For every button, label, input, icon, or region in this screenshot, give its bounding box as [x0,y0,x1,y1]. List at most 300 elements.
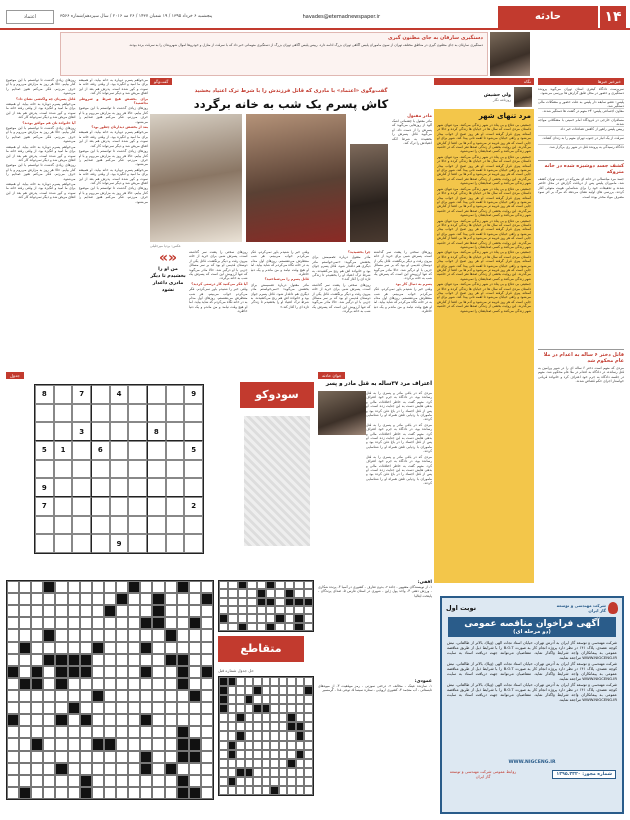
sudoku-cell: 2 [184,497,203,516]
crossword-cell [116,714,128,726]
crossword-cell [270,731,279,740]
crossword-cell [304,759,313,768]
crossword-cell [189,702,201,714]
story3-title: قاتل دختر ۶ ساله به اعدام در ملا عام محکوم شد [543,352,624,364]
ad-footer [442,765,622,783]
crossword-cell [92,678,104,690]
crossword-cell [262,750,271,759]
far-left-subhead: برای بخشش هیچ شرط و شروطی نداشتید؟ [78,96,148,106]
crossword-cell [228,581,237,589]
crossword-cell [92,775,104,787]
crossword-cell [104,666,116,678]
crossword-cell [270,695,279,704]
crossword-cell [116,617,128,629]
crossword-cell [262,777,271,786]
crossword-cell [253,686,262,695]
crossword-cell [128,763,140,775]
crossword-cell [189,751,201,763]
puzzle-tag: جدول [6,372,24,379]
sudoku-cell [147,385,166,404]
crossword-cell [270,677,279,686]
feature-col [189,250,248,368]
crossword-cell [304,695,313,704]
crossword-cell [228,741,237,750]
crossword-cell [285,606,294,614]
newspaper-logo: اعتماد [6,10,54,24]
feature-photos [150,114,432,242]
feature-paragraph: وقتی خبر را شنیدم باور نمی‌کردم. فکر می‌کردم خواب می‌بینم. هر شب منتظرش می‌نشستم. روزهای اول مدام به در خانه نگاه می‌کردم که شاید بیاید. اما او هیچ وقت نیامد و من ماندم و یک دنیا خاطره. [373,287,432,314]
crossword-cell [287,713,296,722]
crossword-cell [128,726,140,738]
crossword-cell [245,768,254,777]
mother-sidebar [392,114,432,242]
crossword-cell [80,787,92,799]
horizontal-title: افقی: [417,580,432,585]
crossword-cell [19,751,31,763]
crossword-cell [285,598,294,606]
crossword-cell [104,605,116,617]
sudoku-cell [166,460,185,479]
crossword-cell [296,686,305,695]
sudoku-cell [166,516,185,535]
crossword-cell [228,722,237,731]
crossword-cell [68,714,80,726]
ad-paragraph: شرکت مهندسی و توسعه گاز ایران به آدرس تهران، خیابان استاد نجات الهی (ویلا)، بالاتر از طالقانی، نبش کوچه عضدی، پلاک ۱۴۱ در نظر دارد پروژه انجام کار به صورت B.O.T را با شرایط ذیل از طریق مناقصه عمومی به پیمانکاران واجد شرایط واگذار نماید. متقاضیان می‌توانند جهت دریافت اسناد به سایت WWW.NIGCENG.IR مراجعه نمایند. [447,661,617,681]
crossword-cell [238,614,247,622]
crossword-cell [165,654,177,666]
crossword-cell [152,642,164,654]
crossword-cell [201,690,213,702]
crossword-cell [245,777,254,786]
crossword-cell [140,581,152,593]
crossword-cell [228,731,237,740]
feature-paragraph: روزهای سختی را پشت سر گذاشته است. پسرش شبی برای خرید از خانه بیرون رفت و دیگر برنگشت. قاتل یکی از دوستان قدیمی او بود که بر سر مسائل جزیی با او درگیر شد. حالا مادر می‌گوید که تنها آرزویش این است که پسرش یک شب به خانه برگردد. [312,282,371,314]
sudoku-cell [91,497,110,516]
sudoku-cell [54,460,73,479]
crossword-cell [7,666,19,678]
crossword-cell [165,714,177,726]
crossword-cell [189,666,201,678]
crossword-cell [189,642,201,654]
crossword-cell [189,738,201,750]
crossword-cell [68,629,80,641]
crossword-cell [253,731,262,740]
crossword-cell [294,581,303,589]
sudoku-cell [72,516,91,535]
crossword-cell [189,581,201,593]
crossword-cell [189,678,201,690]
commentary-paragraph: جمعیتی بی دفاع و بی پناه در شهر زندگی می‌کنند. مرد تنهای شهر داستان مردی است که سال ها در خیابان ها زندگی کرده و حالا در آستانه پیری قرار گرفته است. او هر روز صبح از خواب بیدار می‌شود و راهی خیابان می‌شود تا لقمه نانی پیدا کند. شهر برای او جایی است که هر روز غریبه تر می‌شود و آدم ها بی اعتنا از کنارش می‌گذرند. این روایت بخشی از زندگی صدها نفر است که در حاشیه شهر زندگی می‌کنند و کسی صدایشان را نمی‌شنود. [437,218,531,249]
crossword-cell [219,786,228,795]
crossword-cell [219,598,228,606]
crossword-cell [68,738,80,750]
crossword-cell [31,605,43,617]
crossword-cell [43,751,55,763]
crossword-cell [287,704,296,713]
solution-title: حل جدول شماره قبل [218,668,254,673]
crossword-cell [80,629,92,641]
crossword-cell [266,598,275,606]
crossword-cell [275,589,284,597]
crossword-cell [116,726,128,738]
sudoku-cell [166,534,185,553]
crossword-cell [253,722,262,731]
crossword-cell [285,623,294,631]
far-left-paragraph: روزهای زیادی گذشت تا توانستم با این موضوع کنار بیایم. حالا هر روز به مزارش می‌روم و با او حرف می‌زنم. فکر می‌کنم هنوز صدایم را می‌شنود. [6,163,76,181]
crossword-cell [245,677,254,686]
crossword-cell [7,605,19,617]
sudoku-cell [54,478,73,497]
news-tag: خبرخبر خبرها [538,78,624,85]
story2-title: کشف جسد دوشیزه شده در خانه متروکه [544,163,624,175]
sudoku-cell [147,441,166,460]
news-item: سرپرست دادگاه کیفری استان تهران می‌گوید پرونده دستگیری و حضور در محل طبق گزارش ها بررسی می‌شود. [538,87,624,100]
crossword-cell [55,581,67,593]
crossword-cell [68,751,80,763]
crossword-cell [19,714,31,726]
pull-quote [150,250,186,368]
crossword-cell [219,750,228,759]
news-item: سرقت از یک انبار در جنوب تهران متهم را به زندان کشاند. [538,136,624,145]
crossword-cell [7,787,19,799]
dateline: پنجشنبه ۶ خرداد ۱۳۹۵ / ۱۹ شعبان ۱۴۳۷ / ۲۶ مه ۲۰۱۶ / سال سیزدهم/شماره ۳۵۶۶ [60,14,213,19]
crossword-cell [201,763,213,775]
crossword-cell [201,787,213,799]
crossword-cell [219,695,228,704]
crossword-cell [201,642,213,654]
crossword-cell [262,759,271,768]
crossword-cell [19,738,31,750]
crossword-cell [219,713,228,722]
crossword-cell [296,713,305,722]
crossword-cell [201,775,213,787]
crossword-cell [219,606,228,614]
crossword-cell [201,593,213,605]
crossword-cell [92,581,104,593]
crossword-cell [253,750,262,759]
crossword-cell [152,654,164,666]
crossword-cell [228,598,237,606]
ad-company-logo [556,602,618,614]
crossword-cell [80,751,92,763]
sudoku-cell [54,422,73,441]
crossword-cell [43,763,55,775]
crossword-cell [228,777,237,786]
crossword-cell [31,702,43,714]
sudoku-cell [128,534,147,553]
sudoku-cell [128,516,147,535]
confession-body [366,391,432,541]
crossword-cell [55,763,67,775]
crossword-cell [219,614,228,622]
sudoku-cell [166,441,185,460]
far-left-paragraph: روزهای زیادی گذشت تا توانستم با این موضوع کنار بیایم. حالا هر روز به مزارش می‌روم و با او حرف می‌زنم. فکر می‌کنم هنوز صدایم را می‌شنود. [78,106,148,124]
crossword-cell [201,738,213,750]
crossword-cell [7,775,19,787]
crossword-cell [177,738,189,750]
crossword-cell [247,623,256,631]
crossword-cell [177,581,189,593]
crossword-cell [247,581,256,589]
crossword-cell [80,593,92,605]
crossword-cell [55,593,67,605]
ad-paragraph: شرکت مهندسی و توسعه گاز ایران به آدرس تهران، خیابان استاد نجات الهی (ویلا)، بالاتر از طالقانی، نبش کوچه عضدی، پلاک ۱۴۱ در نظر دارد پروژه انجام کار به صورت B.O.T را با شرایط ذیل از طریق مناقصه عمومی به پیمانکاران واجد شرایط واگذار نماید. متقاضیان می‌توانند جهت دریافت اسناد به سایت WWW.NIGCENG.IR مراجعه نمایند. [447,640,617,660]
crossword-cell [7,629,19,641]
crossword-cell [55,775,67,787]
crossword-cell [7,642,19,654]
crossword-cell [236,768,245,777]
crossword-cell [116,738,128,750]
crossword-cell [128,617,140,629]
crossword-cell [128,666,140,678]
sudoku-cell [110,497,129,516]
crossword-cell [245,713,254,722]
crossword-cell [7,593,19,605]
crossword-cell [296,731,305,740]
crossword-cell [304,614,313,622]
crossword-cell [253,695,262,704]
crossword-cell [152,787,164,799]
crossword-cell [253,713,262,722]
far-left-paragraph: می‌خواهم پسرم دوباره به خانه بیاید. او همیشه برای ما امید و انگیزه بود. از وقتی رفته خانه ما سوت و کور شده است. پدرش هم بعد از این اتفاق مریض شد و دیگر نمی‌تواند کار کند. [6,102,76,120]
news-item: پلیس: عضو سابقه دار پلیس به علت حضور و مشکلات مالی دستگیر شد. [538,100,624,109]
crossword-cell [266,614,275,622]
crossword-cell [165,605,177,617]
crossword-cell [7,702,19,714]
news-item: مسافران خارجی در فرودگاه امام خمینی با مشکلاتی مواجه شدند. [538,118,624,127]
crossword-cell [68,666,80,678]
sudoku-cell [91,460,110,479]
crossword-cell [296,777,305,786]
crossword-cell [270,759,279,768]
crossword-cell [19,787,31,799]
sudoku-title: سودوکو [240,382,314,408]
crossword-cell [304,722,313,731]
crossword-cell [80,678,92,690]
feature-subhead: قاتل پسرم را می‌شناختید؟ [264,277,309,282]
crossword-cell [287,677,296,686]
crossword-section [6,580,432,814]
crossword-cell [104,751,116,763]
crossword-cell [257,614,266,622]
crossword-cell [201,617,213,629]
crossword-cell [140,654,152,666]
crossword-cell [140,775,152,787]
sudoku-cell [35,460,54,479]
confession-paragraph: مردی که در باغی مادر و پسری را به قتل رسانده بود، در دادگاه به جرم خود اعتراف کرد. متهم گفت به خاطر اختلافات مالی و بدهی هایش دست به این جنایت زده است. او پس از قتل اجساد را در باغ دفن کرده بود و ماموران با ردیابی تلفن همراه او را شناسایی کردند. [366,454,432,486]
tender-ad [440,596,624,814]
crossword-cell [92,666,104,678]
crossword-cell [177,654,189,666]
crossword-cell [43,738,55,750]
crossword-cell [177,642,189,654]
sudoku-cell [128,478,147,497]
crossword-cell [152,581,164,593]
ad-paragraph: شرکت مهندسی و توسعه گاز ایران به آدرس تهران، خیابان استاد نجات الهی (ویلا)، بالاتر از طالقانی، نبش کوچه عضدی، پلاک ۱۴۱ در نظر دارد پروژه انجام کار به صورت B.O.T را با شرایط ذیل از طریق مناقصه عمومی به پیمانکاران واجد شرایط واگذار نماید. متقاضیان می‌توانند جهت دریافت اسناد به سایت WWW.NIGCENG.IR مراجعه نمایند. [447,682,617,702]
crossword-cell [19,605,31,617]
crossword-cell [236,704,245,713]
crossword-cell [287,731,296,740]
far-left-paragraph: می‌خواهم پسرم دوباره به خانه بیاید. او همیشه برای ما امید و انگیزه بود. از وقتی رفته خانه ما سوت و کور شده است. پدرش هم بعد از این اتفاق مریض شد و دیگر نمی‌تواند کار کند. [78,78,148,96]
sudoku-cell [54,534,73,553]
crossword-cell [140,714,152,726]
crossword-cell [296,722,305,731]
crossword-cell [92,702,104,714]
crossword-cell [253,704,262,713]
far-left-paragraph: روزهای زیادی گذشت تا توانستم با این موضوع کنار بیایم. حالا هر روز به مزارش می‌روم و با او حرف می‌زنم. فکر می‌کنم هنوز صدایم را می‌شنود. [78,149,148,167]
crossword-cell [294,589,303,597]
crossword-cell [262,741,271,750]
crossword-cell [43,605,55,617]
news-item: معاون اجتماعی پلیس: ۲۴ متهم در گشت ها دستگیر شدند. [538,109,624,118]
crossword-cell [92,629,104,641]
sudoku-cell [166,497,185,516]
crossword-cell [7,763,19,775]
crossword-cell [68,763,80,775]
crossword-cell [128,690,140,702]
crossword-cell [189,726,201,738]
sudoku-cell [91,534,110,553]
crossword-cell [253,759,262,768]
crossword-cell [296,741,305,750]
crossword-cell [294,606,303,614]
news-item: رییس پلیس راهور از کاهش تصادفات خبر داد. [538,127,624,136]
crossword-cell [68,678,80,690]
crossword-cell [92,726,104,738]
crossword-clues [318,580,432,800]
ad-ref: شماره مجوز: ۱۳۹۵.۳۳۲۰ [552,770,616,779]
crossword-cell [257,606,266,614]
crossword-cell [165,593,177,605]
crossword-cell [296,677,305,686]
crossword-cell [262,704,271,713]
crossword-cell [228,704,237,713]
crossword-cell [296,759,305,768]
far-left-paragraph: می‌خواهم پسرم دوباره به خانه بیاید. او همیشه برای ما امید و انگیزه بود. از وقتی رفته خانه ما سوت و کور شده است. پدرش هم بعد از این اتفاق مریض شد و دیگر نمی‌تواند کار کند. [6,144,76,162]
crossword-cell [275,623,284,631]
crossword-cell [128,593,140,605]
sudoku-cell [110,404,129,423]
section-email[interactable]: havades@etemadnewspaper.ir [302,14,380,20]
crossword-cell [152,738,164,750]
crossword-cell [31,642,43,654]
sudoku-cell [166,478,185,497]
crossword-cell [104,763,116,775]
crossword-cell [31,738,43,750]
commentary-tag: نگاه [434,78,534,85]
sudoku-cell [147,497,166,516]
sudoku-cell [110,478,129,497]
crossword-cell [266,589,275,597]
crossword-cell [189,617,201,629]
crossword-cell [238,598,247,606]
crossword-cell [177,666,189,678]
crossword-cell [165,690,177,702]
top-note-photo [490,32,530,76]
crossword-cell [219,768,228,777]
news-list [538,85,624,156]
crossword-cell [55,702,67,714]
confession-story [318,372,432,590]
crossword-cell [152,726,164,738]
crossword-cell [92,642,104,654]
crossword-cell [228,768,237,777]
crossword-grid [6,580,214,800]
crossword-cell [304,581,313,589]
crossword-cell [55,642,67,654]
crossword-cell [80,775,92,787]
crossword-cell [279,722,288,731]
crossword-cell [294,614,303,622]
far-left-subhead: بعد از بخشش دیدارتان چطور بود؟ [91,125,148,130]
crossword-cell [140,763,152,775]
crossword-cell [245,731,254,740]
crossword-cell [219,777,228,786]
sudoku-grid [34,384,204,554]
crossword-cell [43,714,55,726]
crossword-cell [201,702,213,714]
sudoku-cell: 1 [54,441,73,460]
feature-col [374,250,433,368]
crossword-cell [228,589,237,597]
feature-col [251,250,310,368]
crossword-cell [165,775,177,787]
confession-photo [318,391,366,435]
crossword-cell [104,702,116,714]
ad-website[interactable]: WWW.NIGCENG.IR [508,760,556,765]
author-name: ولی حشیش [483,92,511,98]
crossword-cell [270,686,279,695]
crossword-cell [304,677,313,686]
crossword-cell [165,738,177,750]
sudoku-cell: 9 [110,534,129,553]
crossword-mini-grid [218,580,314,632]
flame-icon [608,602,618,614]
crossword-cell [189,690,201,702]
ad-subheadline: (دو مرحله ای) [513,629,551,635]
crossword-cell [80,617,92,629]
sudoku-cell [128,497,147,516]
crossword-cell [116,690,128,702]
sudoku-cell: 4 [110,385,129,404]
crossword-cell [31,751,43,763]
crossword-cell [238,623,247,631]
crossword-cell [104,775,116,787]
crossword-cell [304,786,313,795]
top-note [60,32,488,76]
sudoku-cell: 8 [147,422,166,441]
crossword-cell [80,714,92,726]
crossword-cell [55,690,67,702]
crossword-cell [279,731,288,740]
story3-body: مردی که متهم است دختر ۶ ساله ای را در شهر ورامین به قتل رسانده، در دادگاه به اعدام در ملا عام محکوم شد. متهم در جلسه دادگاه به جرم خود اعتراف کرد و خانواده قربانی خواستار اجرای حکم قصاص شدند. [538,366,624,384]
crossword-cell [31,666,43,678]
crossword-cell [165,666,177,678]
crossword-cell [116,751,128,763]
feature-headline: کاش پسرم یک شب به خانه برگردد [193,97,389,111]
confession-title: اعتراف مرد ۳۷ساله به قتل مادر و پسر [325,381,432,387]
crossword-cell [104,617,116,629]
crossword-cell [43,775,55,787]
far-left-paragraph: می‌خواهم پسرم دوباره به خانه بیاید. او همیشه برای ما امید و انگیزه بود. از وقتی رفته خانه ما سوت و کور شده است. پدرش هم بعد از این اتفاق مریض شد و دیگر نمی‌تواند کار کند. [6,181,76,200]
far-left-paragraph: می‌خواهم پسرم دوباره به خانه بیاید. او همیشه برای ما امید و انگیزه بود. از وقتی رفته خانه ما سوت و کور شده است. پدرش هم بعد از این اتفاق مریض شد و دیگر نمی‌تواند کار کند. [78,167,148,185]
crossword-cell [80,690,92,702]
crossword-cell [7,738,19,750]
crossword-cell [116,654,128,666]
crossword-cell [253,741,262,750]
sudoku-cell [147,478,166,497]
far-left-paragraph: روزهای زیادی گذشت تا توانستم با این موضوع کنار بیایم. حالا هر روز به مزارش می‌روم و با او حرف می‌زنم. فکر می‌کنم هنوز صدایم را می‌شنود. [78,186,148,204]
